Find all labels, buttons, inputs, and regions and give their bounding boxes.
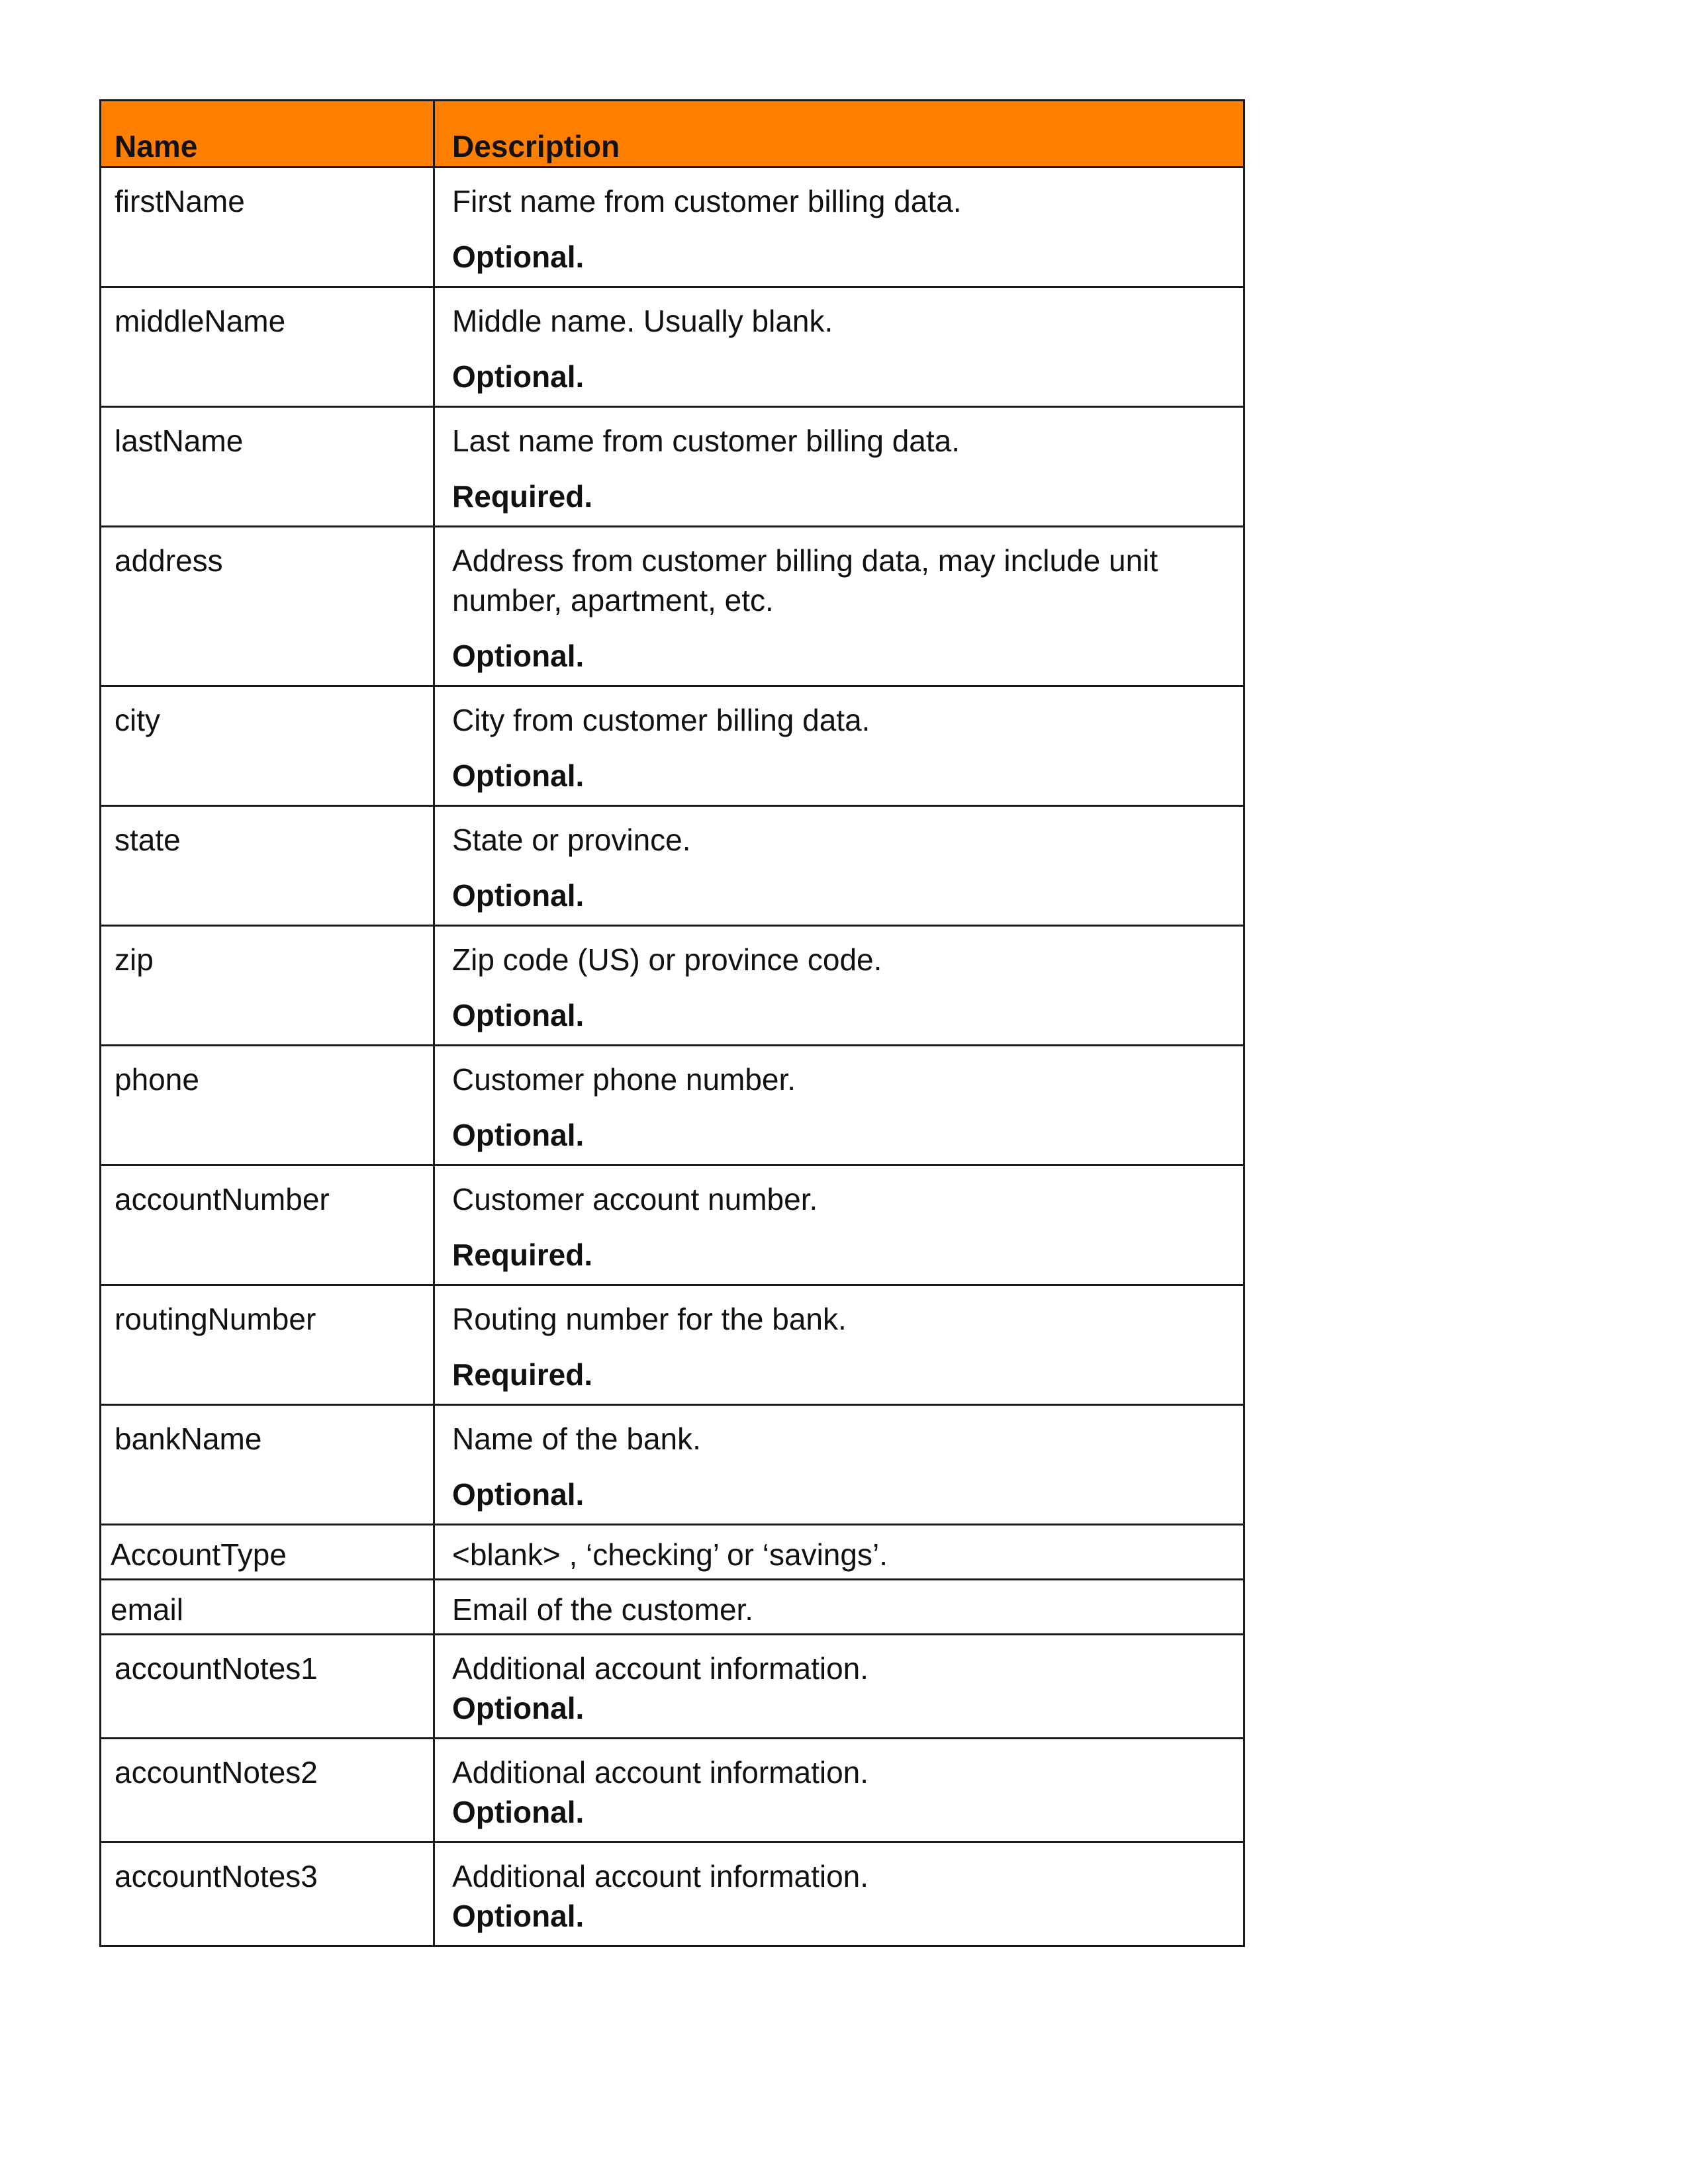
table-row (101, 407, 1244, 527)
field-name: lastName (101, 407, 434, 527)
field-description-cell (434, 1525, 1244, 1580)
field-status: Optional. (452, 1795, 585, 1829)
field-description-cell (434, 1285, 1244, 1405)
field-name: email (101, 1580, 434, 1635)
field-status: Optional. (452, 878, 585, 913)
field-description: Additional account information. (452, 1651, 869, 1686)
field-description: Middle name. Usually blank. (452, 304, 833, 338)
field-description-cell (434, 1580, 1244, 1635)
table-header-row (101, 101, 1244, 167)
field-status: Optional. (452, 1477, 585, 1512)
field-description-cell (434, 527, 1244, 686)
field-description-cell (434, 167, 1244, 287)
table-row (101, 686, 1244, 806)
field-description-cell (434, 1165, 1244, 1285)
field-status: Optional. (452, 240, 585, 274)
field-description: First name from customer billing data. (452, 184, 962, 218)
field-status: Required. (452, 479, 593, 514)
field-status: Optional. (452, 1899, 585, 1933)
field-status: Optional. (452, 359, 585, 394)
field-name: accountNotes1 (101, 1635, 434, 1739)
table-row (101, 806, 1244, 926)
field-description: Last name from customer billing data. (452, 424, 961, 458)
table-row (101, 1285, 1244, 1405)
field-status: Optional. (452, 1118, 585, 1152)
field-name: state (101, 806, 434, 926)
field-name: zip (101, 926, 434, 1046)
field-definitions-table (99, 99, 1245, 1947)
field-description-cell (434, 1635, 1244, 1739)
field-status: Optional. (452, 1691, 585, 1725)
table-row (101, 1843, 1244, 1946)
field-name: firstName (101, 167, 434, 287)
field-description: Customer account number. (452, 1182, 818, 1216)
table-row (101, 1739, 1244, 1843)
field-description: Email of the customer. (452, 1592, 754, 1627)
field-description-cell (434, 1739, 1244, 1843)
table-row (101, 167, 1244, 287)
field-name: accountNotes2 (101, 1739, 434, 1843)
field-description-cell (434, 1405, 1244, 1525)
field-name: bankName (101, 1405, 434, 1525)
field-name: city (101, 686, 434, 806)
field-status: Required. (452, 1238, 593, 1272)
table-row (101, 1046, 1244, 1165)
field-description: <blank> , ‘checking’ or ‘savings’. (452, 1537, 888, 1572)
table-row (101, 1525, 1244, 1580)
field-name: phone (101, 1046, 434, 1165)
table-row (101, 287, 1244, 407)
field-name: address (101, 527, 434, 686)
field-description: City from customer billing data. (452, 703, 870, 737)
field-name: accountNotes3 (101, 1843, 434, 1946)
table-row (101, 527, 1244, 686)
field-status: Optional. (452, 998, 585, 1032)
field-name: AccountType (101, 1525, 434, 1580)
field-name: accountNumber (101, 1165, 434, 1285)
description-column-header: Description (434, 101, 1244, 167)
field-description: Additional account information. (452, 1755, 869, 1790)
field-status: Optional. (452, 758, 585, 793)
field-description: State or province. (452, 823, 691, 857)
table-row (101, 1165, 1244, 1285)
field-description: Routing number for the bank. (452, 1302, 847, 1336)
field-description: Address from customer billing data, may include unit number, apartment, etc. (452, 543, 1158, 617)
field-description-cell (434, 686, 1244, 806)
field-description-cell (434, 806, 1244, 926)
field-name: routingNumber (101, 1285, 434, 1405)
field-description-cell (434, 1046, 1244, 1165)
table-row (101, 1635, 1244, 1739)
field-status: Required. (452, 1357, 593, 1392)
field-name: middleName (101, 287, 434, 407)
field-description-cell (434, 926, 1244, 1046)
field-description-cell (434, 407, 1244, 527)
table-row (101, 1580, 1244, 1635)
field-description: Zip code (US) or province code. (452, 942, 882, 977)
field-description: Additional account information. (452, 1859, 869, 1893)
name-column-header: Name (101, 101, 434, 167)
field-description: Customer phone number. (452, 1062, 796, 1097)
field-description: Name of the bank. (452, 1422, 701, 1456)
field-status: Optional. (452, 639, 585, 673)
table-row (101, 1405, 1244, 1525)
field-description-cell (434, 287, 1244, 407)
table-row (101, 926, 1244, 1046)
field-description-cell (434, 1843, 1244, 1946)
